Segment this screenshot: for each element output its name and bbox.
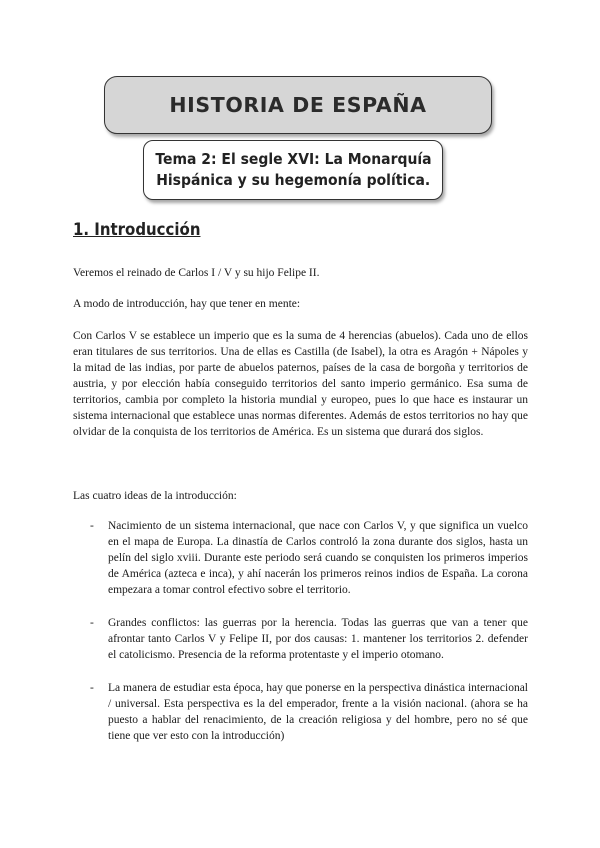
document-title: HISTORIA DE ESPAÑA (169, 93, 427, 117)
list-item-text: La manera de estudiar esta época, hay que ponerse en la perspectiva dinástica internacional / universal. Esta perspectiva es la del emperador, frente a la visión nacional. (ahora se ha puesto a hablar del renacimiento, de la creación religiosa y del hombre, pero no sé que tiene que ver esto con la introducción) (108, 682, 528, 742)
intro-paragraph: Veremos el reinado de Carlos I / V y su hijo Felipe II. (73, 267, 320, 279)
list-item (90, 680, 528, 744)
subtitle-line-1: Tema 2: El segle XVI: La Monarquía (154, 150, 432, 168)
list-item-text: Grandes conflictos: las guerras por la herencia. Todas las guerras que van a tener que afrontar tanto Carlos V y Felipe II, por dos causas: 1. mantener los territorios 2. defender el catolicismo. Presencia de la reforma protentaste y el imperio otomano. (108, 617, 528, 661)
list-item (90, 518, 528, 598)
list-item-text: Nacimiento de un sistema internacional, que nace con Carlos V, y que significa un vuelco en el mapa de Europa. La dinastía de Carlos controló la zona durante dos siglos, hasta un pelín del siglo xviii. Durante este periodo será cuando se conquisten los primeros imperios de América (azteca e inca), y ahí nacerán los primeros reinos indios de España. La corona empezara a tomar control efectivo sobre el territorio. (108, 520, 528, 596)
intro-paragraph: Las cuatro ideas de la introducción: (73, 490, 237, 502)
intro-paragraph: Con Carlos V se establece un imperio que es la suma de 4 herencias (abuelos). Cada uno de ellos eran titulares de sus territorios. Una de ellas es Castilla (de Isabel), la otra es Aragón + Nápoles y la mitad de las indias, por parte de abuelos paternos, países de la casa de borgoña y territorios de austria, y por elección había conseguido territorios del santo imperio germánico. Esa suma de territorios, cambia por completo la historia mundial y europeo, pues lo que hace es instaurar un sistema internacional que establece unas normas diferentes. Además de estos territorios no hay que olvidar de la conquista de los territorios de América. Es un sistema que durará dos siglos. (73, 330, 528, 438)
subtitle-line-2: Hispánica y su hegemonía política. (156, 171, 430, 189)
section-heading: 1. Introducción (73, 220, 201, 240)
title-box (104, 76, 492, 134)
ideas-list (90, 518, 528, 744)
list-item (90, 615, 528, 663)
list-bullet: - (90, 617, 94, 629)
list-bullet: - (90, 682, 94, 694)
subtitle-box (143, 140, 443, 200)
list-bullet: - (90, 520, 94, 532)
intro-paragraph: A modo de introducción, hay que tener en mente: (73, 298, 301, 310)
